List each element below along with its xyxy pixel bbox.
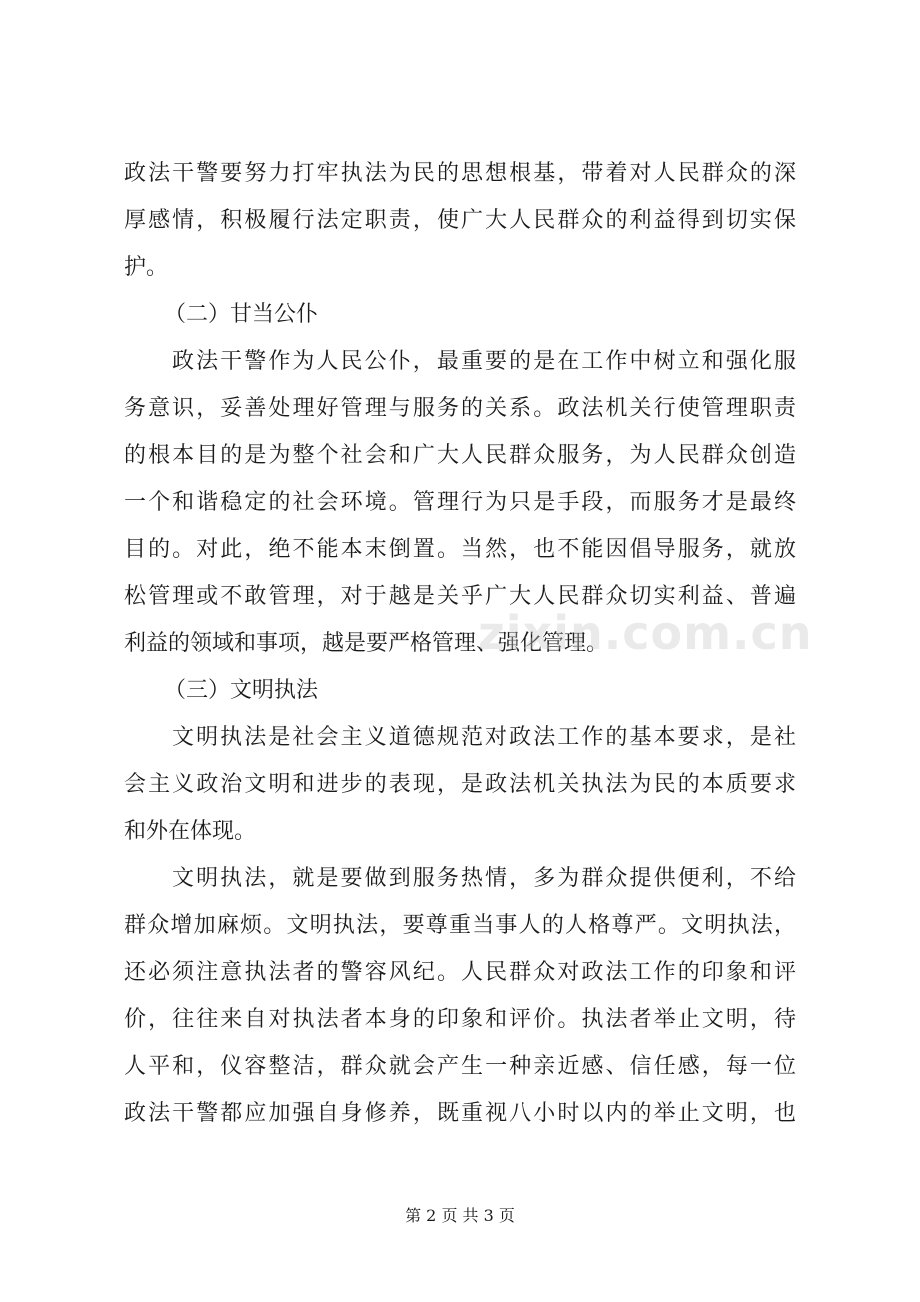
text-line: 人平和，仪容整洁，群众就会产生一种亲近感、信任感，每一位 [124, 1054, 796, 1079]
section-heading: （三）文明执法 [164, 678, 319, 703]
text-line: 松管理或不敢管理，对于越是关乎广大人民群众切实利益、普遍 [124, 584, 796, 609]
paragraph [124, 150, 796, 291]
paragraph [124, 855, 796, 1137]
text-line: 还必须注意执法者的警容风纪。人民群众对政法工作的印象和评 [124, 960, 796, 985]
paragraph [124, 338, 796, 667]
text-line: 价，往往来自对执法者本身的印象和评价。执法者举止文明，待 [124, 1007, 796, 1032]
page-footer: 第 2 页 共 3 页 [405, 1206, 515, 1225]
text-line: 厚感情，积极履行法定职责，使广大人民群众的利益得到切实保 [124, 208, 796, 233]
text-line: 政法干警作为人民公仆，最重要的是在工作中树立和强化服 [172, 349, 796, 374]
text-line: 护。 [124, 255, 169, 280]
text-line: 文明执法，就是要做到服务热情，多为群众提供便利，不给 [172, 866, 796, 891]
watermark: zixin.com.cn [478, 606, 813, 660]
text-line: 一个和谐稳定的社会环境。管理行为只是手段，而服务才是最终 [124, 490, 796, 515]
text-line: 和外在体现。 [124, 819, 257, 844]
text-line: 目的。对此，绝不能本末倒置。当然，也不能因倡导服务，就放 [124, 537, 796, 562]
text-line: 政法干警都应加强自身修养，既重视八小时以内的举止文明，也 [124, 1101, 796, 1126]
text-line: 务意识，妥善处理好管理与服务的关系。政法机关行使管理职责 [124, 396, 796, 421]
text-line: 会主义政治文明和进步的表现，是政法机关执法为民的本质要求 [124, 772, 796, 797]
text-line: 政法干警要努力打牢执法为民的思想根基，带着对人民群众的深 [124, 161, 796, 186]
section-heading: （二）甘当公仆 [164, 302, 319, 327]
paragraph [124, 714, 796, 855]
text-line: 利益的领域和事项，越是要严格管理、强化管理。 [124, 631, 609, 656]
text-line: 群众增加麻烦。文明执法，要尊重当事人的人格尊严。文明执法， [124, 913, 796, 938]
text-line: 文明执法是社会主义道德规范对政法工作的基本要求，是社 [172, 725, 796, 750]
text-line: 的根本目的是为整个社会和广大人民群众服务，为人民群众创造 [124, 443, 796, 468]
document-body [124, 150, 796, 1137]
